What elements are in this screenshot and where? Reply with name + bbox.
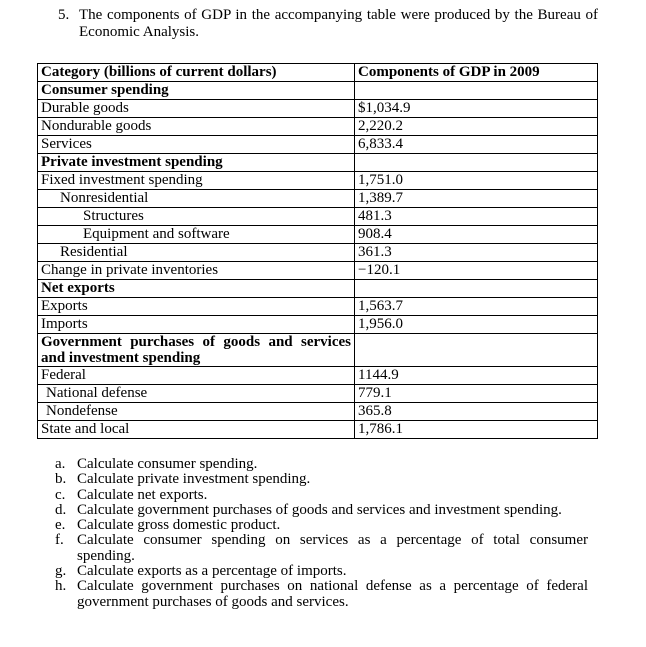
question-item (55, 518, 588, 533)
row-label: Fixed investment spending (38, 172, 355, 190)
row-label: Structures (38, 208, 355, 226)
question-text: Calculate consumer spending on services as a percentage of total consumer spending. (77, 532, 588, 564)
question-letter: c. (55, 486, 66, 503)
problem-number: 5. (58, 7, 70, 23)
row-value: 779.1 (355, 385, 598, 403)
row-value (355, 280, 598, 298)
question-letter: g. (55, 563, 67, 580)
column-header-components: Components of GDP in 2009 (355, 64, 598, 82)
question-letter: f. (55, 532, 64, 549)
row-value (355, 154, 598, 172)
table-section-row (38, 154, 598, 172)
row-value: 1,389.7 (355, 190, 598, 208)
table-row (38, 190, 598, 208)
question-item (55, 472, 588, 487)
question-item (55, 533, 588, 564)
row-label: Private investment spending (38, 154, 355, 172)
question-text: Calculate consumer spending. (77, 456, 258, 472)
table-row (38, 244, 598, 262)
row-value: −120.1 (355, 262, 598, 280)
table-row (38, 316, 598, 334)
table-row (38, 421, 598, 439)
question-text: Calculate exports as a percentage of imports. (77, 563, 347, 580)
row-label: Nonresidential (38, 190, 355, 208)
table-row (38, 208, 598, 226)
row-label: State and local (38, 421, 355, 439)
question-text: Calculate government purchases on national defense as a percentage of federal government purchases of goods and services. (77, 578, 588, 610)
question-item (55, 457, 588, 472)
row-value: 1,956.0 (355, 316, 598, 334)
table-row (38, 136, 598, 154)
question-text: Calculate government purchases of goods and services and investment spending. (77, 501, 562, 518)
question-text: Calculate private investment spending. (77, 471, 311, 488)
row-label: Exports (38, 298, 355, 316)
row-label: Federal (38, 367, 355, 385)
row-label: Durable goods (38, 100, 355, 118)
question-item (55, 579, 588, 610)
table-row (38, 385, 598, 403)
problem-text: The components of GDP in the accompanying table were produced by the Bureau of Economic Analysis. (79, 7, 598, 40)
row-value: $1,034.9 (355, 100, 598, 118)
table-header-row (38, 64, 598, 82)
table-row (38, 403, 598, 421)
question-letter: d. (55, 501, 67, 518)
problem-statement (58, 7, 598, 41)
row-value: 2,220.2 (355, 118, 598, 136)
question-list (55, 457, 588, 610)
table-section-row (38, 280, 598, 298)
question-text: Calculate net exports. (77, 486, 208, 503)
row-label: Equipment and software (38, 226, 355, 244)
row-label: Nondefense (38, 403, 355, 421)
row-value: 1144.9 (355, 367, 598, 385)
row-value: 365.8 (355, 403, 598, 421)
row-label: Nondurable goods (38, 118, 355, 136)
column-header-category: Category (billions of current dollars) (38, 64, 355, 82)
row-label: Consumer spending (38, 82, 355, 100)
row-value: 1,751.0 (355, 172, 598, 190)
table-section-row (38, 82, 598, 100)
row-label: Change in private inventories (38, 262, 355, 280)
row-label: Imports (38, 316, 355, 334)
question-letter: h. (55, 578, 67, 595)
question-item (55, 503, 588, 518)
question-text: Calculate gross domestic product. (77, 517, 281, 534)
table-row (38, 367, 598, 385)
row-value (355, 334, 598, 367)
row-label: Net exports (38, 280, 355, 298)
row-value: 908.4 (355, 226, 598, 244)
question-letter: e. (55, 517, 66, 534)
row-value (355, 82, 598, 100)
row-value: 1,786.1 (355, 421, 598, 439)
row-value: 481.3 (355, 208, 598, 226)
table-row (38, 298, 598, 316)
row-label: National defense (38, 385, 355, 403)
table-row (38, 262, 598, 280)
table-row (38, 226, 598, 244)
table-row (38, 172, 598, 190)
table-row (38, 118, 598, 136)
row-value: 1,563.7 (355, 298, 598, 316)
question-item (55, 488, 588, 503)
table-section-row (38, 334, 598, 367)
question-item (55, 564, 588, 579)
gdp-components-table (37, 63, 598, 439)
question-letter: b. (55, 471, 67, 488)
row-value: 6,833.4 (355, 136, 598, 154)
row-label: Residential (38, 244, 355, 262)
row-value: 361.3 (355, 244, 598, 262)
table-row (38, 100, 598, 118)
row-label: Services (38, 136, 355, 154)
row-label: Government purchases of goods and services and investment spending (38, 334, 355, 367)
question-letter: a. (55, 456, 66, 472)
